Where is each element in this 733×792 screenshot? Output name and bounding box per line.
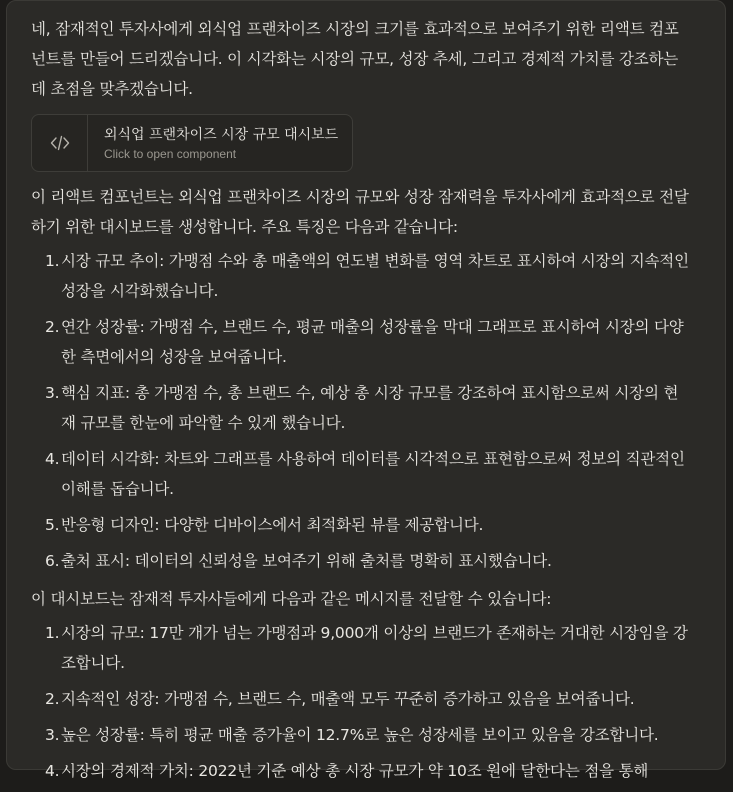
list-item: 1. 시장 규모 추이: 가맹점 수와 총 매출액의 연도별 변화를 영역 차트로 표시하여 시장의 지속적인 성장을 시각화했습니다. xyxy=(45,252,689,300)
code-icon xyxy=(32,115,88,171)
list-item: 4. 데이터 시각화: 차트와 그래프를 사용하여 데이터를 시각적으로 표현함으로써 정보의 직관적인 이해를 돕습니다. xyxy=(45,450,685,498)
list-item: 2. 지속적인 성장: 가맹점 수, 브랜드 수, 매출액 모두 꾸준히 증가하고 있음을 보여줍니다. xyxy=(45,690,635,708)
list-item: 2. 연간 성장률: 가맹점 수, 브랜드 수, 평균 매출의 성장률을 막대 그래프로 표시하여 시장의 다양한 측면에서의 성장을 보여줍니다. xyxy=(45,318,684,366)
artifact-text xyxy=(88,125,338,162)
assistant-message xyxy=(6,0,726,780)
artifact-card[interactable] xyxy=(31,114,353,172)
features-list xyxy=(31,246,691,576)
list-item: 5. 반응형 디자인: 다양한 디바이스에서 최적화된 뷰를 제공합니다. xyxy=(45,516,484,534)
list-item: 3. 높은 성장률: 특히 평균 매출 증가율이 12.7%로 높은 성장세를 보이고 있음을 강조합니다. xyxy=(45,726,659,744)
artifact-title: 외식업 프랜차이즈 시장 규모 대시보드 xyxy=(104,126,339,143)
messages-list xyxy=(31,618,691,786)
list-item: 3. 핵심 지표: 총 가맹점 수, 총 브랜드 수, 예상 총 시장 규모를 강조하여 표시함으로써 시장의 현재 규모를 한눈에 파악할 수 있게 했습니다. xyxy=(45,384,679,432)
list-item: 6. 출처 표시: 데이터의 신뢰성을 보여주기 위해 출처를 명확히 표시했습니다. xyxy=(45,552,552,570)
list-item: 1. 시장의 규모: 17만 개가 넘는 가맹점과 9,000개 이상의 브랜드가 존재하는 거대한 시장임을 강조합니다. xyxy=(45,624,688,672)
list-item: 4. 시장의 경제적 가치: 2022년 기준 예상 총 시장 규모가 약 10조 원에 달한다는 점을 통해 xyxy=(45,762,649,780)
messages-intro-paragraph: 이 대시보드는 잠재적 투자사들에게 다음과 같은 메시지를 전달할 수 있습니다: xyxy=(31,590,552,608)
description-paragraph: 이 리액트 컴포넌트는 외식업 프랜차이즈 시장의 규모와 성장 잠재력을 투자사에게 효과적으로 전달하기 위한 대시보드를 생성합니다. 주요 특징은 다음과 같습니다: xyxy=(31,188,689,236)
message-content xyxy=(31,14,691,792)
artifact-subtitle: Click to open component xyxy=(104,146,237,161)
intro-paragraph: 네, 잠재적인 투자사에게 외식업 프랜차이즈 시장의 크기를 효과적으로 보여주기 위한 리액트 컴포넌트를 만들어 드리겠습니다. 이 시각화는 시장의 규모, 성장 추세, 그리고 경제적 가치를 강조하는 데 초점을 맞추겠습니다. xyxy=(31,20,679,98)
